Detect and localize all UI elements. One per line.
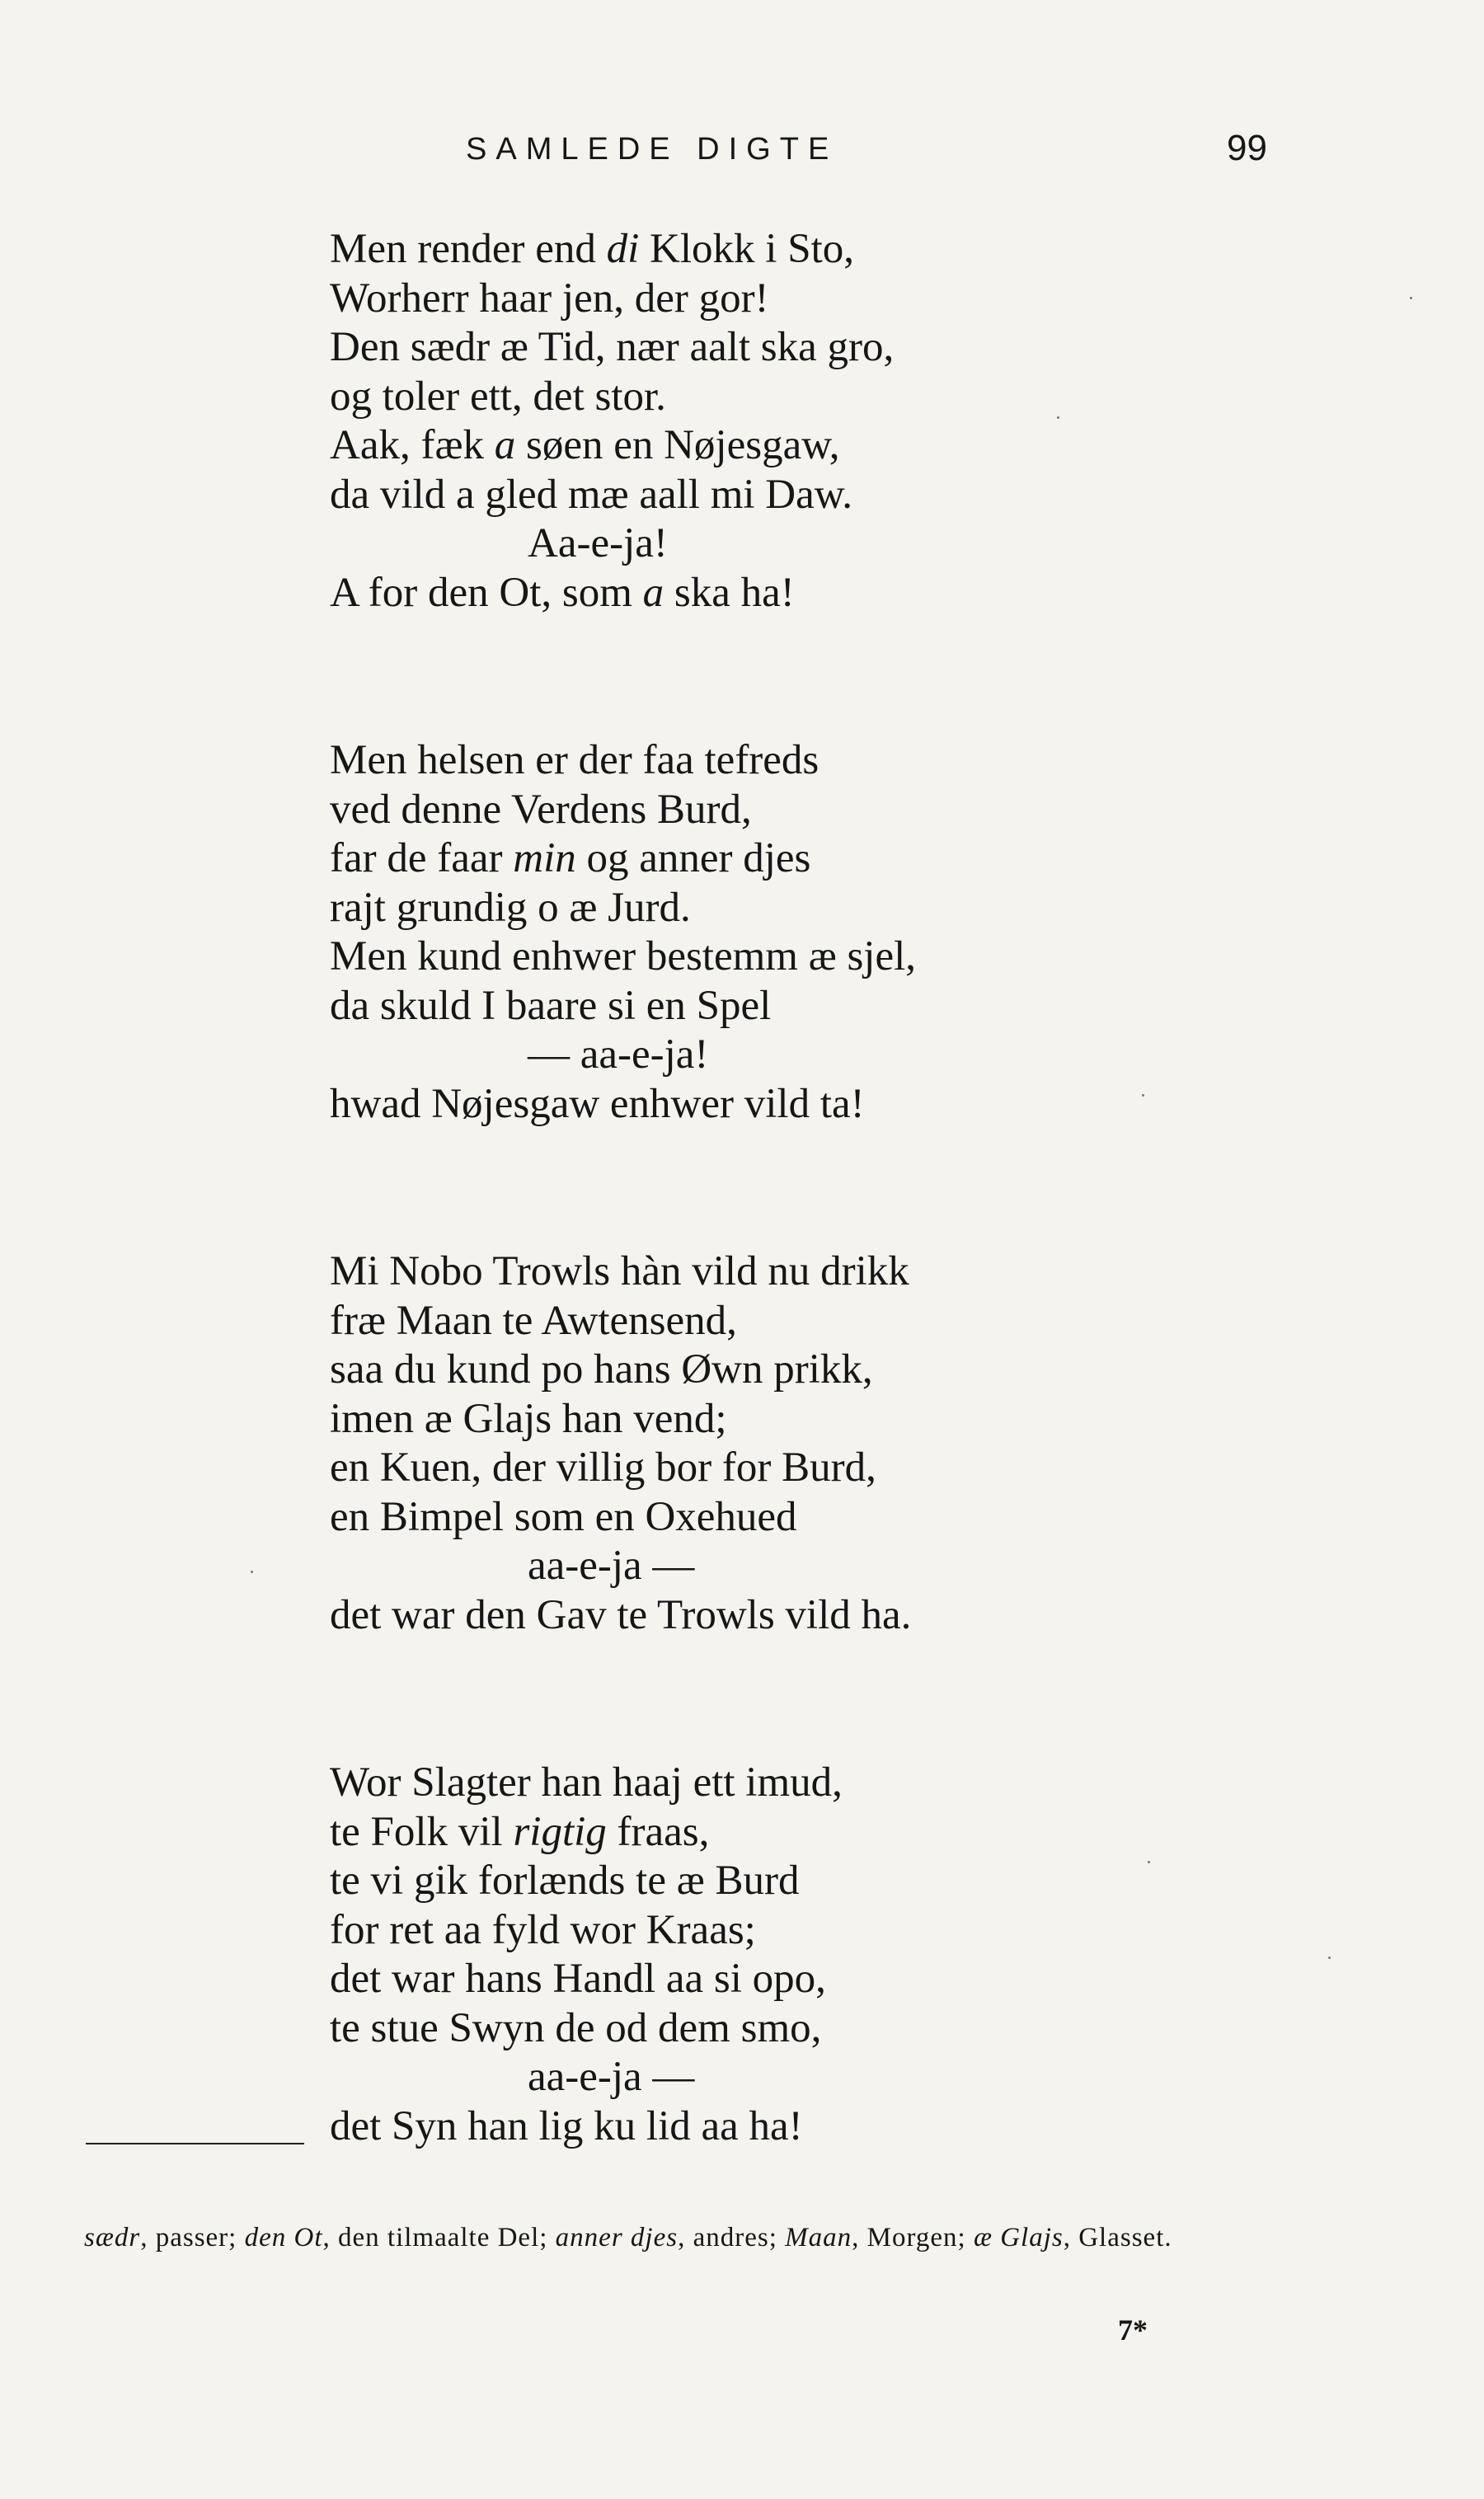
verse-line (330, 1493, 911, 1543)
text-run: Men render end (330, 226, 607, 272)
text-run: og anner djes (575, 835, 811, 881)
text-run: for ret aa fyld wor Kraas; (330, 1906, 756, 1953)
text-run: , Glasset. (1063, 2223, 1172, 2252)
text-run: en Kuen, der villig bor for Burd, (330, 1444, 876, 1491)
text-run: da vild a gled mæ aall mi Daw. (330, 471, 853, 518)
paper-speck (251, 1571, 253, 1573)
text-run: — aa-e-ja! (528, 1031, 709, 1078)
verse-line (330, 884, 916, 933)
text-run: Men helsen er der faa tefreds (330, 737, 819, 783)
italic-text: rigtig (513, 1808, 607, 1855)
verse-line (330, 786, 916, 835)
text-run: aa-e-ja — (528, 2054, 695, 2100)
footnote-divider (86, 2143, 304, 2144)
verse-line (330, 736, 916, 786)
text-run: ska ha! (664, 569, 795, 616)
verse-line (330, 1444, 911, 1493)
text-run: te stue Swyn de od dem smo, (330, 2004, 822, 2051)
text-run: Men kund enhwer bestemm æ sjel, (330, 933, 917, 979)
verse-line (330, 1591, 911, 1641)
verse-line (330, 834, 916, 884)
italic-text: sædr (84, 2223, 141, 2252)
verse-line (330, 1346, 911, 1395)
text-run: hwad Nøjesgaw enhwer vild ta! (330, 1080, 865, 1127)
paper-speck (1057, 416, 1059, 419)
verse-line (330, 1247, 911, 1297)
stanza (330, 225, 894, 618)
verse-line (330, 1080, 916, 1130)
text-run: det war hans Handl aa si opo, (330, 1956, 826, 2002)
text-run: Den sædr æ Tid, nær aalt ska gro, (330, 324, 895, 370)
footnote (84, 2219, 1288, 2257)
text-run: ved denne Verdens Burd, (330, 786, 752, 833)
verse-line (330, 1857, 843, 1906)
italic-text: min (513, 835, 576, 881)
text-run: , den tilmaalte Del; (322, 2223, 556, 2252)
text-run: Wor Slagter han haaj ett imud, (330, 1759, 843, 1806)
italic-text: a (642, 569, 665, 616)
verse-line (330, 1297, 911, 1346)
text-run: det Syn han lig ku lid aa ha! (330, 2102, 803, 2149)
page-number: 99 (1227, 128, 1267, 168)
verse-line (330, 1395, 911, 1444)
verse-line (330, 373, 894, 422)
text-run: Worherr haar jen, der gor! (330, 275, 769, 322)
verse-line (330, 1759, 843, 1808)
verse-line (330, 421, 894, 471)
stanza (330, 736, 916, 1129)
text-run: , Morgen; (852, 2223, 974, 2252)
text-run: imen æ Glajs han vend; (330, 1395, 727, 1442)
text-run: A for den Ot, som (330, 569, 643, 616)
verse-line (330, 982, 916, 1031)
stanza (330, 1759, 843, 2151)
text-run: , andres; (678, 2223, 786, 2252)
verse-line (330, 1955, 843, 2004)
text-run: saa du kund po hans Øwn prikk, (330, 1346, 873, 1393)
verse-line (330, 1906, 843, 1956)
text-run: Aa-e-ja! (528, 520, 668, 566)
text-run: fræ Maan te Awtensend, (330, 1297, 737, 1344)
running-header-title: SAMLEDE DIGTE (466, 132, 838, 167)
text-run: te Folk vil (330, 1808, 514, 1855)
text-run: , passer; (140, 2223, 245, 2252)
verse-line (330, 323, 894, 373)
verse-line (330, 569, 894, 618)
text-run: Klokk i Sto, (639, 226, 854, 272)
refrain-line (330, 519, 894, 569)
text-run: en Bimpel som en Oxehued (330, 1493, 797, 1540)
text-run: aa-e-ja — (528, 1543, 695, 1589)
text-run: og toler ett, det stor. (330, 373, 666, 420)
text-run: Mi Nobo Trowls hàn vild nu drikk (330, 1248, 909, 1294)
paper-speck (1142, 1094, 1144, 1097)
text-run: far de faar (330, 835, 514, 881)
verse-line (330, 225, 894, 275)
text-run: det war den Gav te Trowls vild ha. (330, 1591, 912, 1638)
paper-speck (1148, 1861, 1150, 1863)
italic-text: Maan (785, 2223, 852, 2252)
italic-text: æ Glajs (973, 2223, 1064, 2252)
italic-text: den Ot (244, 2223, 323, 2252)
refrain-line (330, 1542, 911, 1591)
refrain-line (330, 2053, 843, 2102)
verse-line (330, 1808, 843, 1858)
text-run: fraas, (606, 1808, 710, 1855)
stanza (330, 1247, 911, 1640)
paper-speck (1410, 297, 1412, 299)
text-run: da skuld I baare si en Spel (330, 982, 772, 1029)
verse-line (330, 932, 916, 982)
refrain-line (330, 1031, 916, 1080)
italic-text: a (494, 422, 516, 468)
text-run: te vi gik forlænds te æ Burd (330, 1858, 800, 1904)
italic-text: anner djes (555, 2223, 679, 2252)
verse-line (330, 275, 894, 324)
text-run: rajt grundig o æ Jurd. (330, 884, 691, 931)
signature-mark: 7* (1118, 2313, 1148, 2346)
text-run: Aak, fæk (330, 422, 495, 468)
verse-line (330, 471, 894, 520)
verse-line (330, 2102, 843, 2152)
italic-text: di (606, 226, 640, 272)
paper-speck (1328, 1956, 1331, 1959)
verse-line (330, 2004, 843, 2054)
text-run: søen en Nøjesgaw, (515, 422, 840, 468)
